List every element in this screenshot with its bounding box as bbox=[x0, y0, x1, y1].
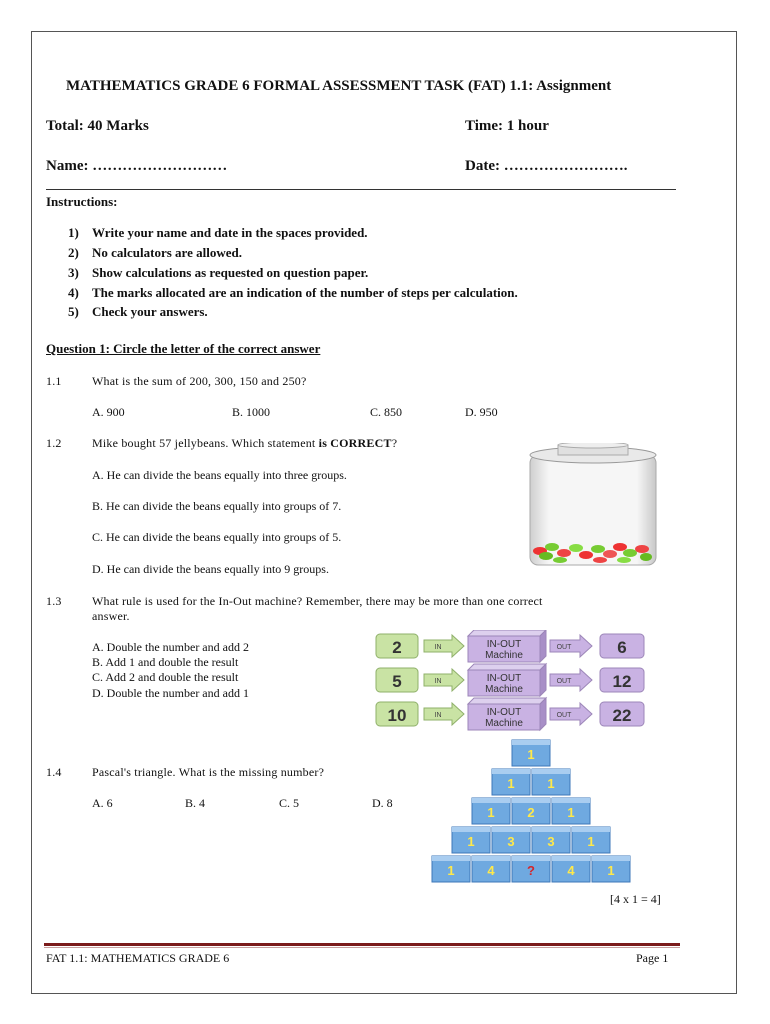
q1-1-option-a[interactable]: A. 900 bbox=[92, 405, 125, 419]
instruction-item: 2) No calculators are allowed. bbox=[68, 245, 242, 260]
machine-row bbox=[376, 630, 644, 662]
out-label: OUT bbox=[556, 712, 572, 719]
in-label: IN bbox=[434, 644, 442, 651]
pascal-block-highlight bbox=[492, 827, 530, 832]
total-marks: Total: 40 Marks bbox=[46, 118, 149, 134]
pascal-block-highlight bbox=[592, 856, 630, 861]
pascal-block-highlight bbox=[472, 856, 510, 861]
instruction-item: 5) Check your answers. bbox=[68, 304, 208, 319]
instruction-item: 1) Write your name and date in the spaces provided. bbox=[68, 225, 368, 240]
machine-side bbox=[540, 664, 546, 696]
pascal-block-highlight bbox=[512, 856, 550, 861]
q1-4-number: 1.4 bbox=[46, 765, 62, 779]
in-label: IN bbox=[434, 678, 442, 685]
pascal-block-highlight bbox=[552, 798, 590, 803]
q1-1-option-d[interactable]: D. 950 bbox=[465, 405, 498, 419]
q1-3-option-d[interactable]: D. Double the number and add 1 bbox=[92, 686, 249, 700]
q1-1-option-b[interactable]: B. 1000 bbox=[232, 405, 271, 419]
machine-top bbox=[468, 630, 546, 636]
pascal-value: 1 bbox=[547, 776, 555, 791]
in-arrow bbox=[424, 669, 464, 691]
machine-top bbox=[468, 698, 546, 704]
machine-row bbox=[376, 664, 644, 696]
in-out-machine-diagram bbox=[374, 630, 654, 734]
pascal-value: 1 bbox=[467, 834, 475, 849]
pascal-triangle-diagram bbox=[428, 738, 634, 884]
instruction-item: 4) The marks allocated are an indication of the number of steps per calculation. bbox=[68, 285, 518, 300]
q1-4-option-b[interactable]: B. 4 bbox=[185, 796, 206, 810]
q1-2-option-c[interactable]: C. He can divide the beans equally into groups of 5. bbox=[92, 530, 342, 544]
in-arrow bbox=[424, 635, 464, 657]
date-field[interactable]: Date: ……………………. bbox=[465, 158, 628, 174]
pascal-value: 3 bbox=[547, 834, 555, 849]
footer-divider bbox=[44, 943, 680, 946]
q1-3-text-line1: What rule is used for the In-Out machine? Remember, there may be more than one correct bbox=[92, 594, 543, 608]
header-divider bbox=[46, 189, 676, 190]
pascal-block-highlight bbox=[572, 827, 610, 832]
pascal-value: 4 bbox=[567, 863, 575, 878]
q1-3-option-a[interactable]: A. Double the number and add 2 bbox=[92, 640, 249, 654]
q1-4-text: Pascal's triangle. What is the missing number? bbox=[92, 765, 325, 779]
machine-row bbox=[376, 698, 644, 730]
output-value: 22 bbox=[612, 706, 632, 725]
page-title: MATHEMATICS GRADE 6 FORMAL ASSESSMENT TASK (FAT) 1.1: Assignment bbox=[66, 78, 612, 94]
pascal-value: 1 bbox=[607, 863, 615, 878]
q1-2-option-b[interactable]: B. He can divide the beans equally into groups of 7. bbox=[92, 499, 342, 513]
q1-1-text: What is the sum of 200, 300, 150 and 250? bbox=[92, 374, 307, 388]
machine-label-2: Machine bbox=[485, 684, 523, 695]
machine-side bbox=[540, 698, 546, 730]
time-allowed: Time: 1 hour bbox=[465, 118, 549, 134]
question1-marks: [4 x 1 = 4] bbox=[610, 892, 661, 906]
pascal-block-highlight bbox=[532, 769, 570, 774]
jellybean-jar-image bbox=[526, 443, 662, 571]
q1-3-text-line2: answer. bbox=[92, 609, 130, 623]
q1-4-option-c[interactable]: C. 5 bbox=[279, 796, 300, 810]
pascal-block-highlight bbox=[472, 798, 510, 803]
page-number: Page 1 bbox=[636, 951, 669, 965]
out-label: OUT bbox=[556, 644, 572, 651]
pascal-block-highlight bbox=[512, 740, 550, 745]
pascal-block-highlight bbox=[532, 827, 570, 832]
q1-2-option-d[interactable]: D. He can divide the beans equally into 9 groups. bbox=[92, 562, 329, 576]
pascal-value: 1 bbox=[567, 805, 575, 820]
q1-4-option-a[interactable]: A. 6 bbox=[92, 796, 113, 810]
footer-divider-shadow bbox=[44, 947, 680, 948]
input-value: 10 bbox=[387, 706, 407, 725]
machine-label-2: Machine bbox=[485, 650, 523, 661]
pascal-block-highlight bbox=[432, 856, 470, 861]
input-value: 2 bbox=[392, 638, 402, 657]
pascal-value: 1 bbox=[487, 805, 495, 820]
q1-4-option-d[interactable]: D. 8 bbox=[372, 796, 393, 810]
machine-label-1: IN-OUT bbox=[486, 673, 522, 684]
machine-label-2: Machine bbox=[485, 718, 523, 729]
pascal-block-highlight bbox=[452, 827, 490, 832]
in-arrow bbox=[424, 703, 464, 725]
in-label: IN bbox=[434, 712, 442, 719]
out-label: OUT bbox=[556, 678, 572, 685]
pascal-value: 1 bbox=[587, 834, 595, 849]
q1-3-option-c[interactable]: C. Add 2 and double the result bbox=[92, 670, 239, 684]
pascal-block-highlight bbox=[512, 798, 550, 803]
pascal-value: 2 bbox=[527, 805, 535, 820]
q1-1-option-c[interactable]: C. 850 bbox=[370, 405, 403, 419]
input-value: 5 bbox=[392, 672, 402, 691]
output-value: 12 bbox=[612, 672, 632, 691]
output-value: 6 bbox=[617, 638, 627, 657]
instruction-item: 3) Show calculations as requested on question paper. bbox=[68, 265, 369, 280]
pascal-value: 1 bbox=[527, 747, 535, 762]
machine-top bbox=[468, 664, 546, 670]
machine-side bbox=[540, 630, 546, 662]
q1-1-number: 1.1 bbox=[46, 374, 62, 388]
q1-2-number: 1.2 bbox=[46, 436, 62, 450]
question1-heading: Question 1: Circle the letter of the correct answer bbox=[46, 341, 321, 356]
instructions-heading: Instructions: bbox=[46, 194, 118, 209]
footer-title: FAT 1.1: MATHEMATICS GRADE 6 bbox=[46, 951, 230, 965]
q1-2-option-a[interactable]: A. He can divide the beans equally into three groups. bbox=[92, 468, 347, 482]
q1-2-text: Mike bought 57 jellybeans. Which statement is CORRECT? bbox=[92, 436, 398, 450]
pascal-value: 1 bbox=[507, 776, 515, 791]
pascal-missing-value: ? bbox=[527, 863, 535, 878]
pascal-value: 3 bbox=[507, 834, 515, 849]
pascal-block-highlight bbox=[492, 769, 530, 774]
machine-label-1: IN-OUT bbox=[486, 707, 522, 718]
q1-3-option-b[interactable]: B. Add 1 and double the result bbox=[92, 655, 239, 669]
pascal-value: 1 bbox=[447, 863, 455, 878]
q1-3-number: 1.3 bbox=[46, 594, 62, 608]
name-field[interactable]: Name: ……………………… bbox=[46, 158, 228, 174]
pascal-value: 4 bbox=[487, 863, 495, 878]
machine-label-1: IN-OUT bbox=[486, 639, 522, 650]
pascal-block-highlight bbox=[552, 856, 590, 861]
